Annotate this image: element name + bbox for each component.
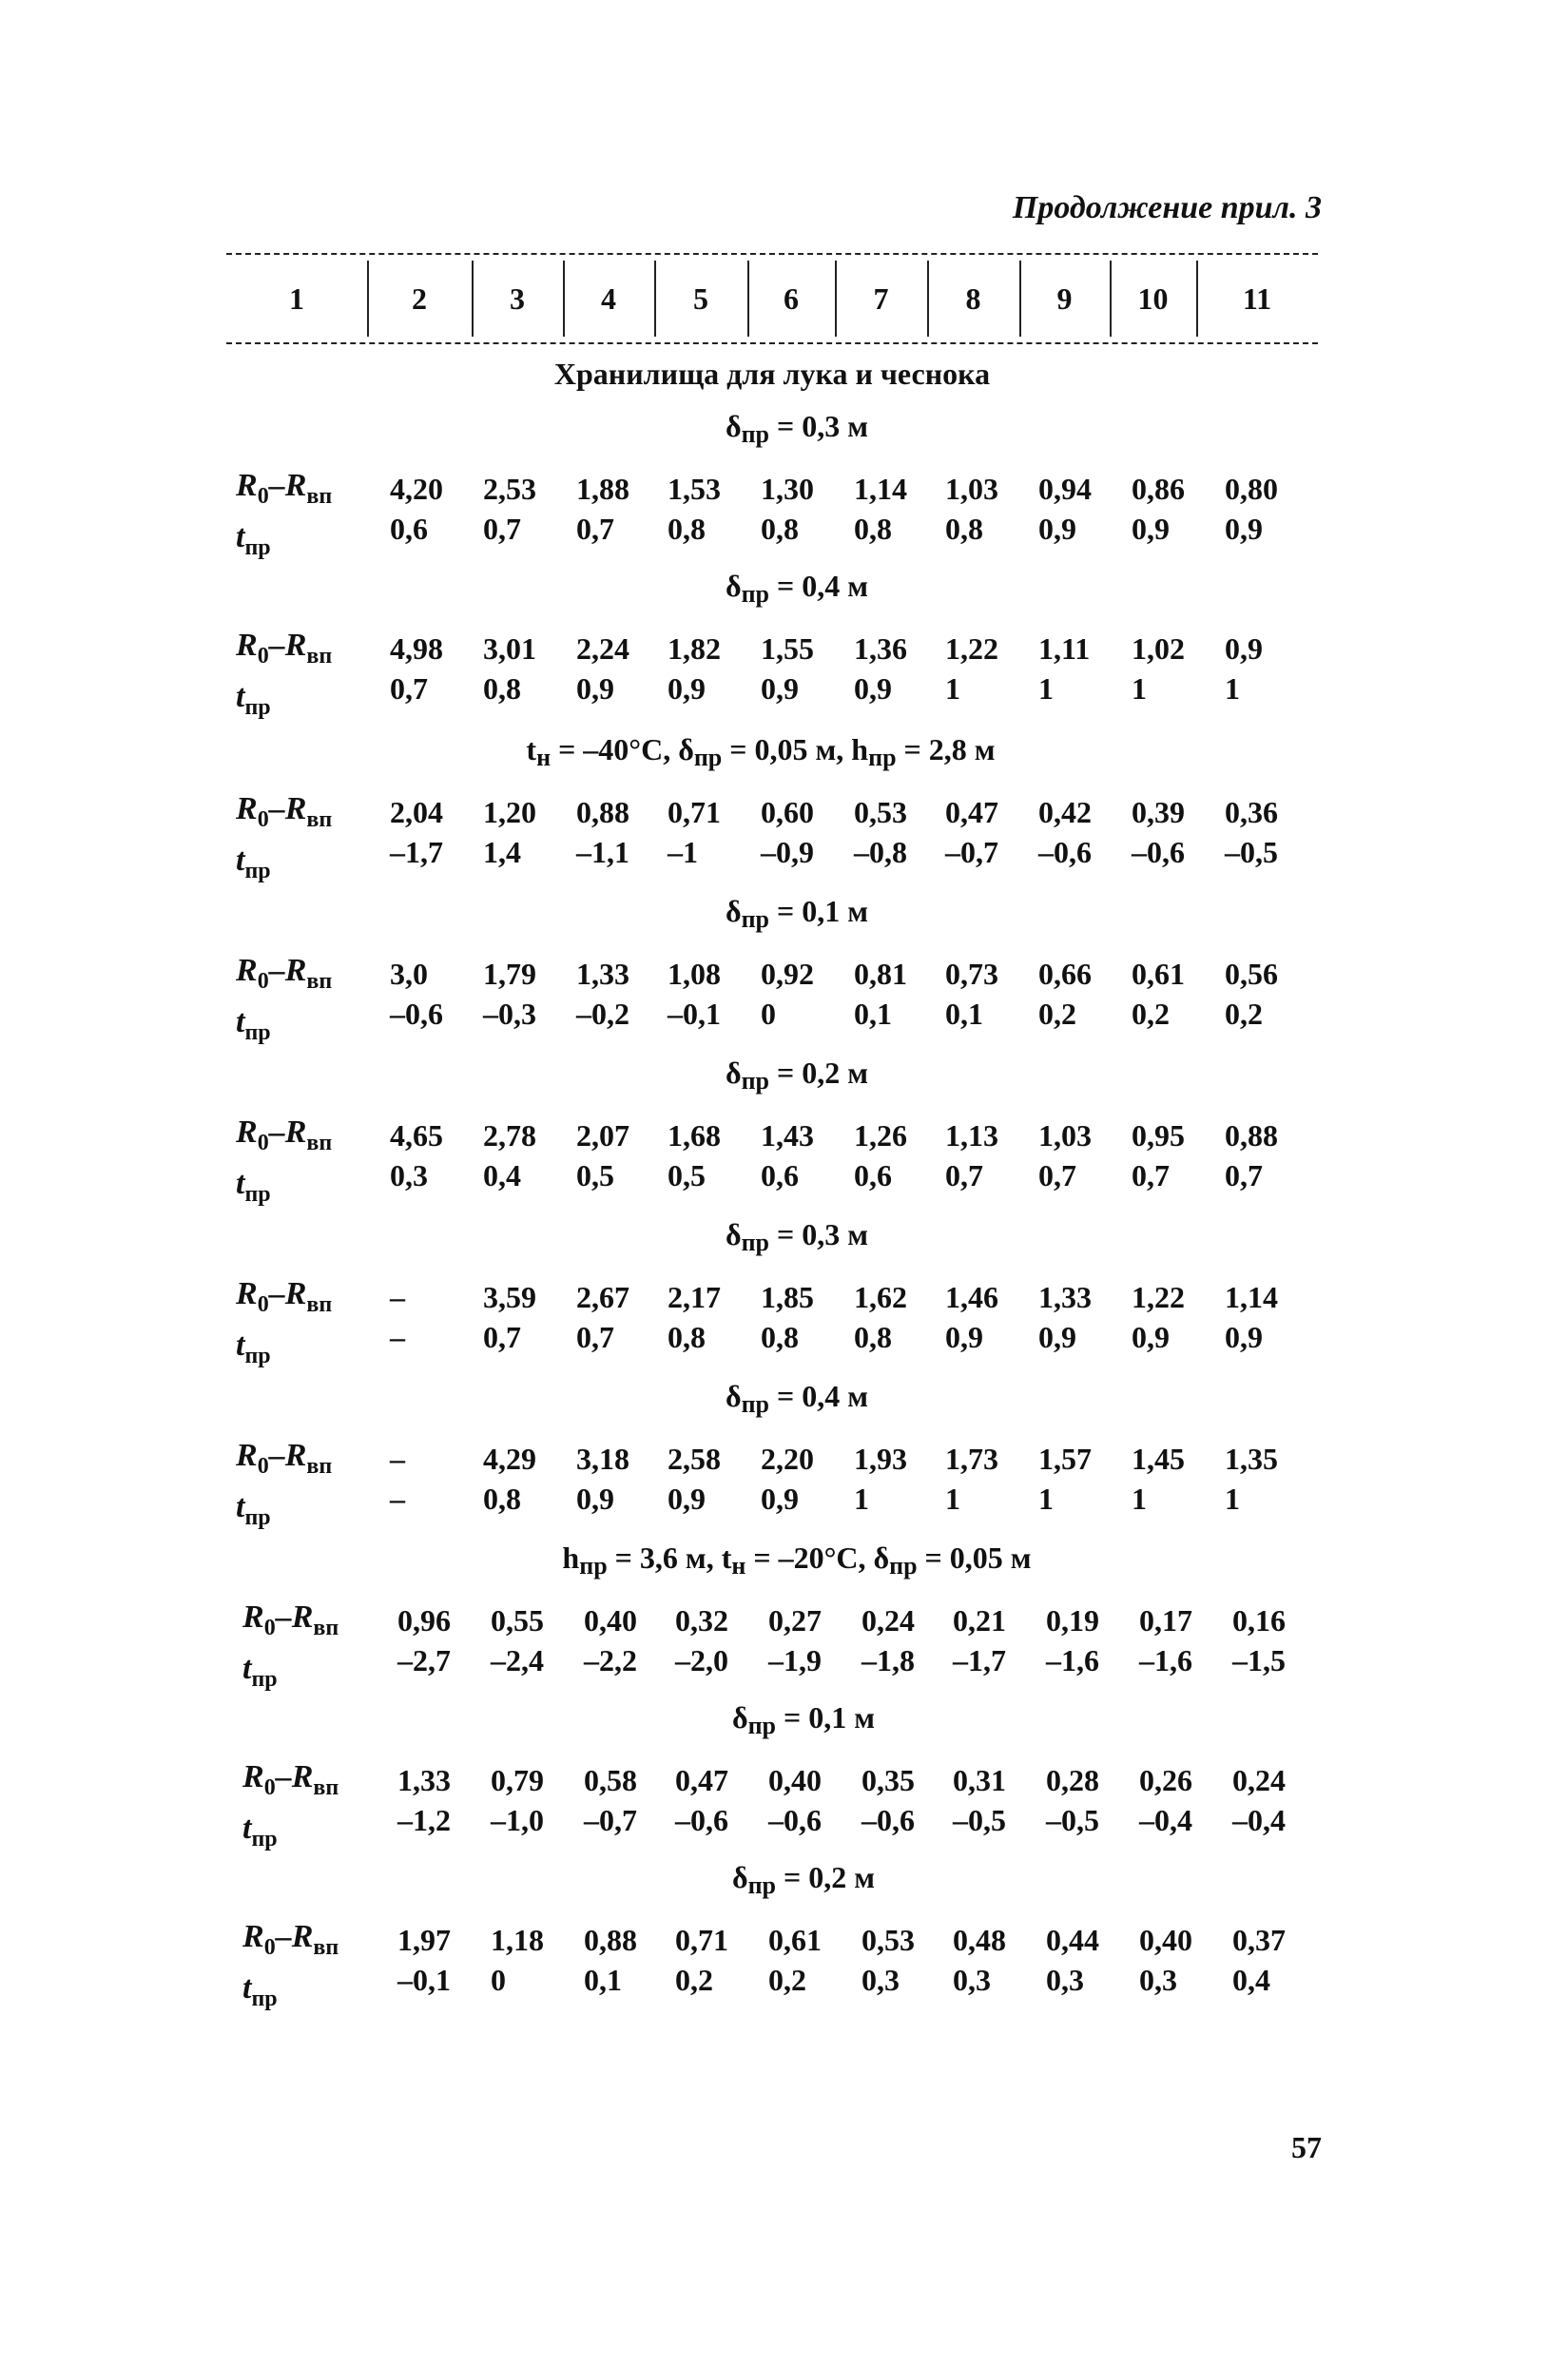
value-t-cell: –2,7 — [397, 1643, 451, 1677]
value-r-cell: 1,22 — [945, 631, 998, 666]
value-t-cell: –2,2 — [584, 1643, 637, 1677]
column-header-4: 4 — [601, 281, 616, 316]
value-r-cell: 0,19 — [1046, 1603, 1099, 1638]
value-t-cell: –2,0 — [675, 1643, 728, 1677]
value-t-cell: 1 — [1225, 1482, 1240, 1516]
value-t-cell: 0,9 — [1225, 1320, 1263, 1354]
value-r-cell: 0,95 — [1132, 1118, 1185, 1153]
column-header-3: 3 — [510, 281, 525, 316]
value-r-cell: 4,65 — [390, 1118, 443, 1153]
page-number: 57 — [1291, 2130, 1322, 2164]
value-r-cell: 0,66 — [1038, 957, 1092, 991]
value-t-cell: –2,4 — [491, 1643, 544, 1677]
value-r-cell: 0,9 — [1225, 631, 1263, 666]
value-r-cell: 0,37 — [1232, 1923, 1286, 1957]
value-t-cell: –1,1 — [576, 835, 629, 869]
condition-label: $\delta_{пр} = 0,2$ м — [725, 1056, 869, 1095]
condition-label: $\delta_{пр} = 0,4$ м — [725, 1379, 869, 1418]
value-t-cell: 0,9 — [761, 671, 799, 706]
column-header-6: 6 — [784, 281, 799, 316]
value-t-cell: 0,9 — [1038, 512, 1076, 546]
value-t-cell: 0,8 — [854, 512, 892, 546]
value-t-cell: 0,9 — [1132, 512, 1170, 546]
value-r-cell: 0,53 — [861, 1923, 915, 1957]
value-t-cell: –0,6 — [861, 1803, 915, 1837]
value-r-cell: 2,24 — [576, 631, 629, 666]
condition-label: $\delta_{пр} = 0,3$ м — [725, 409, 869, 448]
value-t-cell: –1 — [668, 835, 698, 869]
value-r-cell: 4,20 — [390, 472, 443, 506]
value-r-cell: 0,47 — [675, 1763, 728, 1797]
value-t-cell: –0,4 — [1232, 1803, 1286, 1837]
value-r-cell: 0,61 — [1132, 957, 1185, 991]
value-t-cell: –1,0 — [491, 1803, 544, 1837]
value-t-cell: 0,7 — [945, 1158, 983, 1192]
value-r-cell: 1,33 — [397, 1763, 451, 1797]
value-t-cell: –0,7 — [945, 835, 998, 869]
value-r-cell: 0,88 — [584, 1923, 637, 1957]
value-t-cell: –1,5 — [1232, 1643, 1286, 1677]
value-t-cell: 0,8 — [668, 512, 706, 546]
value-t-cell: 0,7 — [576, 1320, 614, 1354]
value-r-cell: 0,61 — [768, 1923, 822, 1957]
value-r-cell: 0,73 — [945, 957, 998, 991]
value-t-cell: 0,9 — [1038, 1320, 1076, 1354]
condition-label: $\delta_{пр} = 0,3$ м — [725, 1217, 869, 1256]
value-r-cell: 1,82 — [668, 631, 721, 666]
value-r-cell: 1,03 — [945, 472, 998, 506]
column-header-9: 9 — [1056, 281, 1073, 316]
value-t-cell: 0,8 — [761, 512, 799, 546]
value-t-cell: 0,4 — [1232, 1963, 1270, 1997]
value-r-cell: 2,17 — [668, 1280, 721, 1314]
value-r-cell: 0,56 — [1225, 957, 1278, 991]
value-r-cell: 0,71 — [668, 795, 721, 829]
value-t-cell: 0,2 — [768, 1963, 806, 1997]
value-r-cell: 1,45 — [1132, 1442, 1185, 1476]
column-header-5: 5 — [693, 281, 708, 316]
column-separator — [563, 261, 565, 337]
value-r-cell: 0,26 — [1139, 1763, 1192, 1797]
value-t-cell: 1 — [854, 1482, 869, 1516]
condition-label: $\delta_{пр} = 0,2$ м — [731, 1860, 876, 1899]
value-r-cell: 0,24 — [861, 1603, 915, 1638]
value-t-cell: 0,9 — [1132, 1320, 1170, 1354]
value-t-cell: 0,3 — [390, 1158, 428, 1192]
row-label-t-pr: $t_{пр}$ — [236, 679, 271, 720]
value-r-cell: – — [390, 1442, 405, 1476]
value-t-cell: 0,9 — [761, 1482, 799, 1516]
value-r-cell: 0,88 — [576, 795, 629, 829]
value-r-cell: 1,35 — [1225, 1442, 1278, 1476]
value-r-cell: 3,59 — [483, 1280, 536, 1314]
value-t-cell: 0,9 — [854, 671, 892, 706]
column-separator — [747, 261, 749, 337]
value-r-cell: 0,40 — [584, 1603, 637, 1638]
value-t-cell: 0,1 — [945, 997, 983, 1031]
value-r-cell: 1,53 — [668, 472, 721, 506]
value-r-cell: 1,68 — [668, 1118, 721, 1153]
value-t-cell: –1,8 — [861, 1643, 915, 1677]
value-t-cell: 0 — [491, 1963, 506, 1997]
value-r-cell: 0,86 — [1132, 472, 1185, 506]
value-r-cell: 4,98 — [390, 631, 443, 666]
value-r-cell: 1,97 — [397, 1923, 451, 1957]
value-t-cell: –0,4 — [1139, 1803, 1192, 1837]
value-r-cell: 0,24 — [1232, 1763, 1286, 1797]
column-header-10: 10 — [1137, 281, 1169, 316]
value-r-cell: 1,30 — [761, 472, 814, 506]
row-label-r0-rvp: $R_0-R_{вп}$ — [242, 1759, 339, 1800]
row-label-t-pr: $t_{пр}$ — [236, 1489, 271, 1530]
value-t-cell: 0,7 — [1132, 1158, 1170, 1192]
condition-label: $t_н = -40^\circ С$, $\delta_{пр} = 0,05$ м, $h_{пр} = 2,8$ м — [526, 732, 996, 771]
value-t-cell: 0,5 — [668, 1158, 706, 1192]
value-t-cell: –0,3 — [483, 997, 536, 1031]
row-label-r0-rvp: $R_0-R_{вп}$ — [236, 1115, 333, 1155]
column-header-row — [226, 253, 1318, 344]
row-label-t-pr: $t_{пр}$ — [242, 1811, 278, 1851]
row-label-r0-rvp: $R_0-R_{вп}$ — [236, 791, 333, 832]
value-t-cell: –1,2 — [397, 1803, 451, 1837]
value-r-cell: 0,32 — [675, 1603, 728, 1638]
value-r-cell: 3,0 — [390, 957, 428, 991]
value-r-cell: 1,55 — [761, 631, 814, 666]
row-label-t-pr: $t_{пр}$ — [242, 1651, 278, 1692]
value-t-cell: 0,3 — [1139, 1963, 1177, 1997]
value-r-cell: 2,53 — [483, 472, 536, 506]
value-r-cell: 1,08 — [668, 957, 721, 991]
value-t-cell: 1 — [945, 671, 960, 706]
value-t-cell: 0,9 — [576, 671, 614, 706]
value-r-cell: 1,22 — [1132, 1280, 1185, 1314]
column-header-1: 1 — [289, 281, 304, 316]
value-r-cell: 1,02 — [1132, 631, 1185, 666]
value-t-cell: 1 — [1132, 671, 1147, 706]
value-r-cell: 0,92 — [761, 957, 814, 991]
value-t-cell: 1 — [1038, 1482, 1054, 1516]
value-r-cell: 1,14 — [1225, 1280, 1278, 1314]
value-t-cell: 0,6 — [854, 1158, 892, 1192]
column-header-2: 2 — [412, 281, 427, 316]
value-t-cell: 0,2 — [1132, 997, 1170, 1031]
row-label-r0-rvp: $R_0-R_{вп}$ — [236, 628, 333, 669]
column-header-7: 7 — [873, 281, 889, 316]
value-r-cell: 0,48 — [953, 1923, 1006, 1957]
value-t-cell: –0,6 — [768, 1803, 822, 1837]
value-t-cell: –1,6 — [1046, 1643, 1099, 1677]
value-t-cell: 0,9 — [668, 671, 706, 706]
column-separator — [1019, 261, 1021, 337]
column-separator — [367, 261, 369, 337]
column-separator — [1110, 261, 1112, 337]
row-label-r0-rvp: $R_0-R_{вп}$ — [236, 1276, 333, 1317]
value-t-cell: 0,8 — [668, 1320, 706, 1354]
condition-label: $\delta_{пр} = 0,1$ м — [731, 1700, 876, 1739]
value-t-cell: – — [390, 1320, 405, 1354]
value-r-cell: 1,79 — [483, 957, 536, 991]
value-r-cell: 0,55 — [491, 1603, 544, 1638]
value-r-cell: 1,85 — [761, 1280, 814, 1314]
value-r-cell: 2,58 — [668, 1442, 721, 1476]
value-r-cell: 0,44 — [1046, 1923, 1099, 1957]
condition-label: $h_{пр} = 3,6$ м, $t_н = -20^\circ С$, $\delta_{пр} = 0,05$ м — [562, 1541, 1032, 1580]
value-t-cell: –0,6 — [1038, 835, 1092, 869]
row-label-r0-rvp: $R_0-R_{вп}$ — [236, 1438, 333, 1479]
value-t-cell: 0,8 — [945, 512, 983, 546]
value-t-cell: 0,9 — [576, 1482, 614, 1516]
value-t-cell: 0,7 — [483, 512, 521, 546]
row-label-t-pr: $t_{пр}$ — [236, 843, 271, 883]
row-label-t-pr: $t_{пр}$ — [236, 519, 271, 560]
value-t-cell: 1,4 — [483, 835, 521, 869]
value-r-cell: 1,14 — [854, 472, 907, 506]
value-r-cell: 3,01 — [483, 631, 536, 666]
value-t-cell: 0,8 — [483, 671, 521, 706]
row-label-r0-rvp: $R_0-R_{вп}$ — [242, 1599, 339, 1640]
value-r-cell: 2,67 — [576, 1280, 629, 1314]
condition-label: $\delta_{пр} = 0,4$ м — [725, 569, 869, 608]
value-t-cell: –0,1 — [668, 997, 721, 1031]
value-r-cell: 0,31 — [953, 1763, 1006, 1797]
value-t-cell: –0,5 — [1225, 835, 1278, 869]
column-header-8: 8 — [965, 281, 981, 316]
value-t-cell: 0,2 — [1225, 997, 1263, 1031]
value-t-cell: 0,9 — [1225, 512, 1263, 546]
value-r-cell: 1,62 — [854, 1280, 907, 1314]
value-r-cell: 0,21 — [953, 1603, 1006, 1638]
value-t-cell: –1,6 — [1139, 1643, 1192, 1677]
value-r-cell: 0,27 — [768, 1603, 822, 1638]
value-r-cell: 0,40 — [768, 1763, 822, 1797]
value-t-cell: 0,1 — [854, 997, 892, 1031]
value-r-cell: 0,53 — [854, 795, 907, 829]
value-t-cell: –0,2 — [576, 997, 629, 1031]
value-r-cell: 1,11 — [1038, 631, 1091, 666]
value-r-cell: 2,20 — [761, 1442, 814, 1476]
value-r-cell: 0,28 — [1046, 1763, 1099, 1797]
row-label-t-pr: $t_{пр}$ — [236, 1328, 271, 1368]
value-r-cell: 0,79 — [491, 1763, 544, 1797]
value-r-cell: 0,94 — [1038, 472, 1092, 506]
value-t-cell: 0,4 — [483, 1158, 521, 1192]
value-r-cell: 0,42 — [1038, 795, 1092, 829]
value-r-cell: 0,39 — [1132, 795, 1185, 829]
value-r-cell: 0,81 — [854, 957, 907, 991]
value-t-cell: –1,7 — [390, 835, 443, 869]
value-r-cell: 0,60 — [761, 795, 814, 829]
value-r-cell: 1,26 — [854, 1118, 907, 1153]
value-t-cell: –0,1 — [397, 1963, 451, 1997]
value-t-cell: –0,7 — [584, 1803, 637, 1837]
value-r-cell: 1,88 — [576, 472, 629, 506]
value-t-cell: 0,7 — [390, 671, 428, 706]
value-t-cell: 0,7 — [576, 512, 614, 546]
value-t-cell: 0,9 — [945, 1320, 983, 1354]
value-t-cell: –0,6 — [390, 997, 443, 1031]
value-r-cell: 0,80 — [1225, 472, 1278, 506]
value-t-cell: 0,3 — [1046, 1963, 1084, 1997]
value-r-cell: 0,36 — [1225, 795, 1278, 829]
value-r-cell: 2,07 — [576, 1118, 629, 1153]
value-r-cell: 0,35 — [861, 1763, 915, 1797]
value-r-cell: 1,33 — [576, 957, 629, 991]
value-r-cell: 0,17 — [1139, 1603, 1192, 1638]
value-t-cell: 0 — [761, 997, 776, 1031]
value-r-cell: 0,96 — [397, 1603, 451, 1638]
value-r-cell: 1,03 — [1038, 1118, 1092, 1153]
column-separator — [835, 261, 837, 337]
row-label-t-pr: $t_{пр}$ — [242, 1970, 278, 2011]
value-t-cell: 1 — [945, 1482, 960, 1516]
value-t-cell: 0,7 — [1038, 1158, 1076, 1192]
value-t-cell: 0,8 — [854, 1320, 892, 1354]
value-t-cell: –0,6 — [1132, 835, 1185, 869]
value-t-cell: 1 — [1225, 671, 1240, 706]
value-t-cell: 0,2 — [1038, 997, 1076, 1031]
value-r-cell: 1,20 — [483, 795, 536, 829]
value-t-cell: 0,3 — [953, 1963, 991, 1997]
value-r-cell: 1,46 — [945, 1280, 998, 1314]
value-r-cell: 1,57 — [1038, 1442, 1092, 1476]
row-label-t-pr: $t_{пр}$ — [236, 1166, 271, 1207]
value-t-cell: 0,7 — [1225, 1158, 1263, 1192]
value-r-cell: 1,93 — [854, 1442, 907, 1476]
value-t-cell: 0,8 — [483, 1482, 521, 1516]
value-r-cell: 1,36 — [854, 631, 907, 666]
value-r-cell: 4,29 — [483, 1442, 536, 1476]
value-r-cell: 0,40 — [1139, 1923, 1192, 1957]
value-t-cell: 1 — [1038, 671, 1054, 706]
value-t-cell: 0,7 — [483, 1320, 521, 1354]
value-t-cell: 0,3 — [861, 1963, 900, 1997]
section-title: Хранилища для лука и чеснока — [553, 357, 991, 391]
column-separator — [927, 261, 929, 337]
value-t-cell: 0,6 — [390, 512, 428, 546]
value-t-cell: 0,9 — [668, 1482, 706, 1516]
value-t-cell: –0,8 — [854, 835, 907, 869]
value-r-cell: 0,47 — [945, 795, 998, 829]
row-label-r0-rvp: $R_0-R_{вп}$ — [236, 468, 333, 509]
value-t-cell: –0,5 — [953, 1803, 1006, 1837]
column-separator — [654, 261, 656, 337]
column-header-11: 11 — [1242, 281, 1272, 316]
continuation-note: Продолжение прил. 3 — [1012, 190, 1322, 225]
row-label-r0-rvp: $R_0-R_{вп}$ — [242, 1919, 339, 1960]
value-r-cell: 2,78 — [483, 1118, 536, 1153]
value-t-cell: –1,9 — [768, 1643, 822, 1677]
value-t-cell: –0,6 — [675, 1803, 728, 1837]
value-r-cell: 1,13 — [945, 1118, 998, 1153]
column-separator — [1196, 261, 1198, 337]
value-r-cell: 0,16 — [1232, 1603, 1286, 1638]
value-t-cell: –0,5 — [1046, 1803, 1099, 1837]
value-r-cell: 1,18 — [491, 1923, 544, 1957]
row-label-r0-rvp: $R_0-R_{вп}$ — [236, 953, 333, 994]
value-t-cell: 0,2 — [675, 1963, 713, 1997]
value-t-cell: 1 — [1132, 1482, 1147, 1516]
column-separator — [472, 261, 474, 337]
row-label-t-pr: $t_{пр}$ — [236, 1004, 271, 1045]
value-t-cell: 0,6 — [761, 1158, 799, 1192]
value-t-cell: 0,1 — [584, 1963, 622, 1997]
value-r-cell: 0,71 — [675, 1923, 728, 1957]
value-r-cell: 0,88 — [1225, 1118, 1278, 1153]
value-t-cell: –1,7 — [953, 1643, 1006, 1677]
condition-label: $\delta_{пр} = 0,1$ м — [725, 894, 869, 933]
value-t-cell: 0,8 — [761, 1320, 799, 1354]
value-t-cell: – — [390, 1482, 405, 1516]
value-r-cell: 0,58 — [584, 1763, 637, 1797]
value-t-cell: 0,5 — [576, 1158, 614, 1192]
value-r-cell: 1,33 — [1038, 1280, 1092, 1314]
value-t-cell: –0,9 — [761, 835, 814, 869]
value-r-cell: 3,18 — [576, 1442, 629, 1476]
value-r-cell: 2,04 — [390, 795, 443, 829]
value-r-cell: 1,43 — [761, 1118, 814, 1153]
value-r-cell: – — [390, 1280, 405, 1314]
value-r-cell: 1,73 — [945, 1442, 998, 1476]
